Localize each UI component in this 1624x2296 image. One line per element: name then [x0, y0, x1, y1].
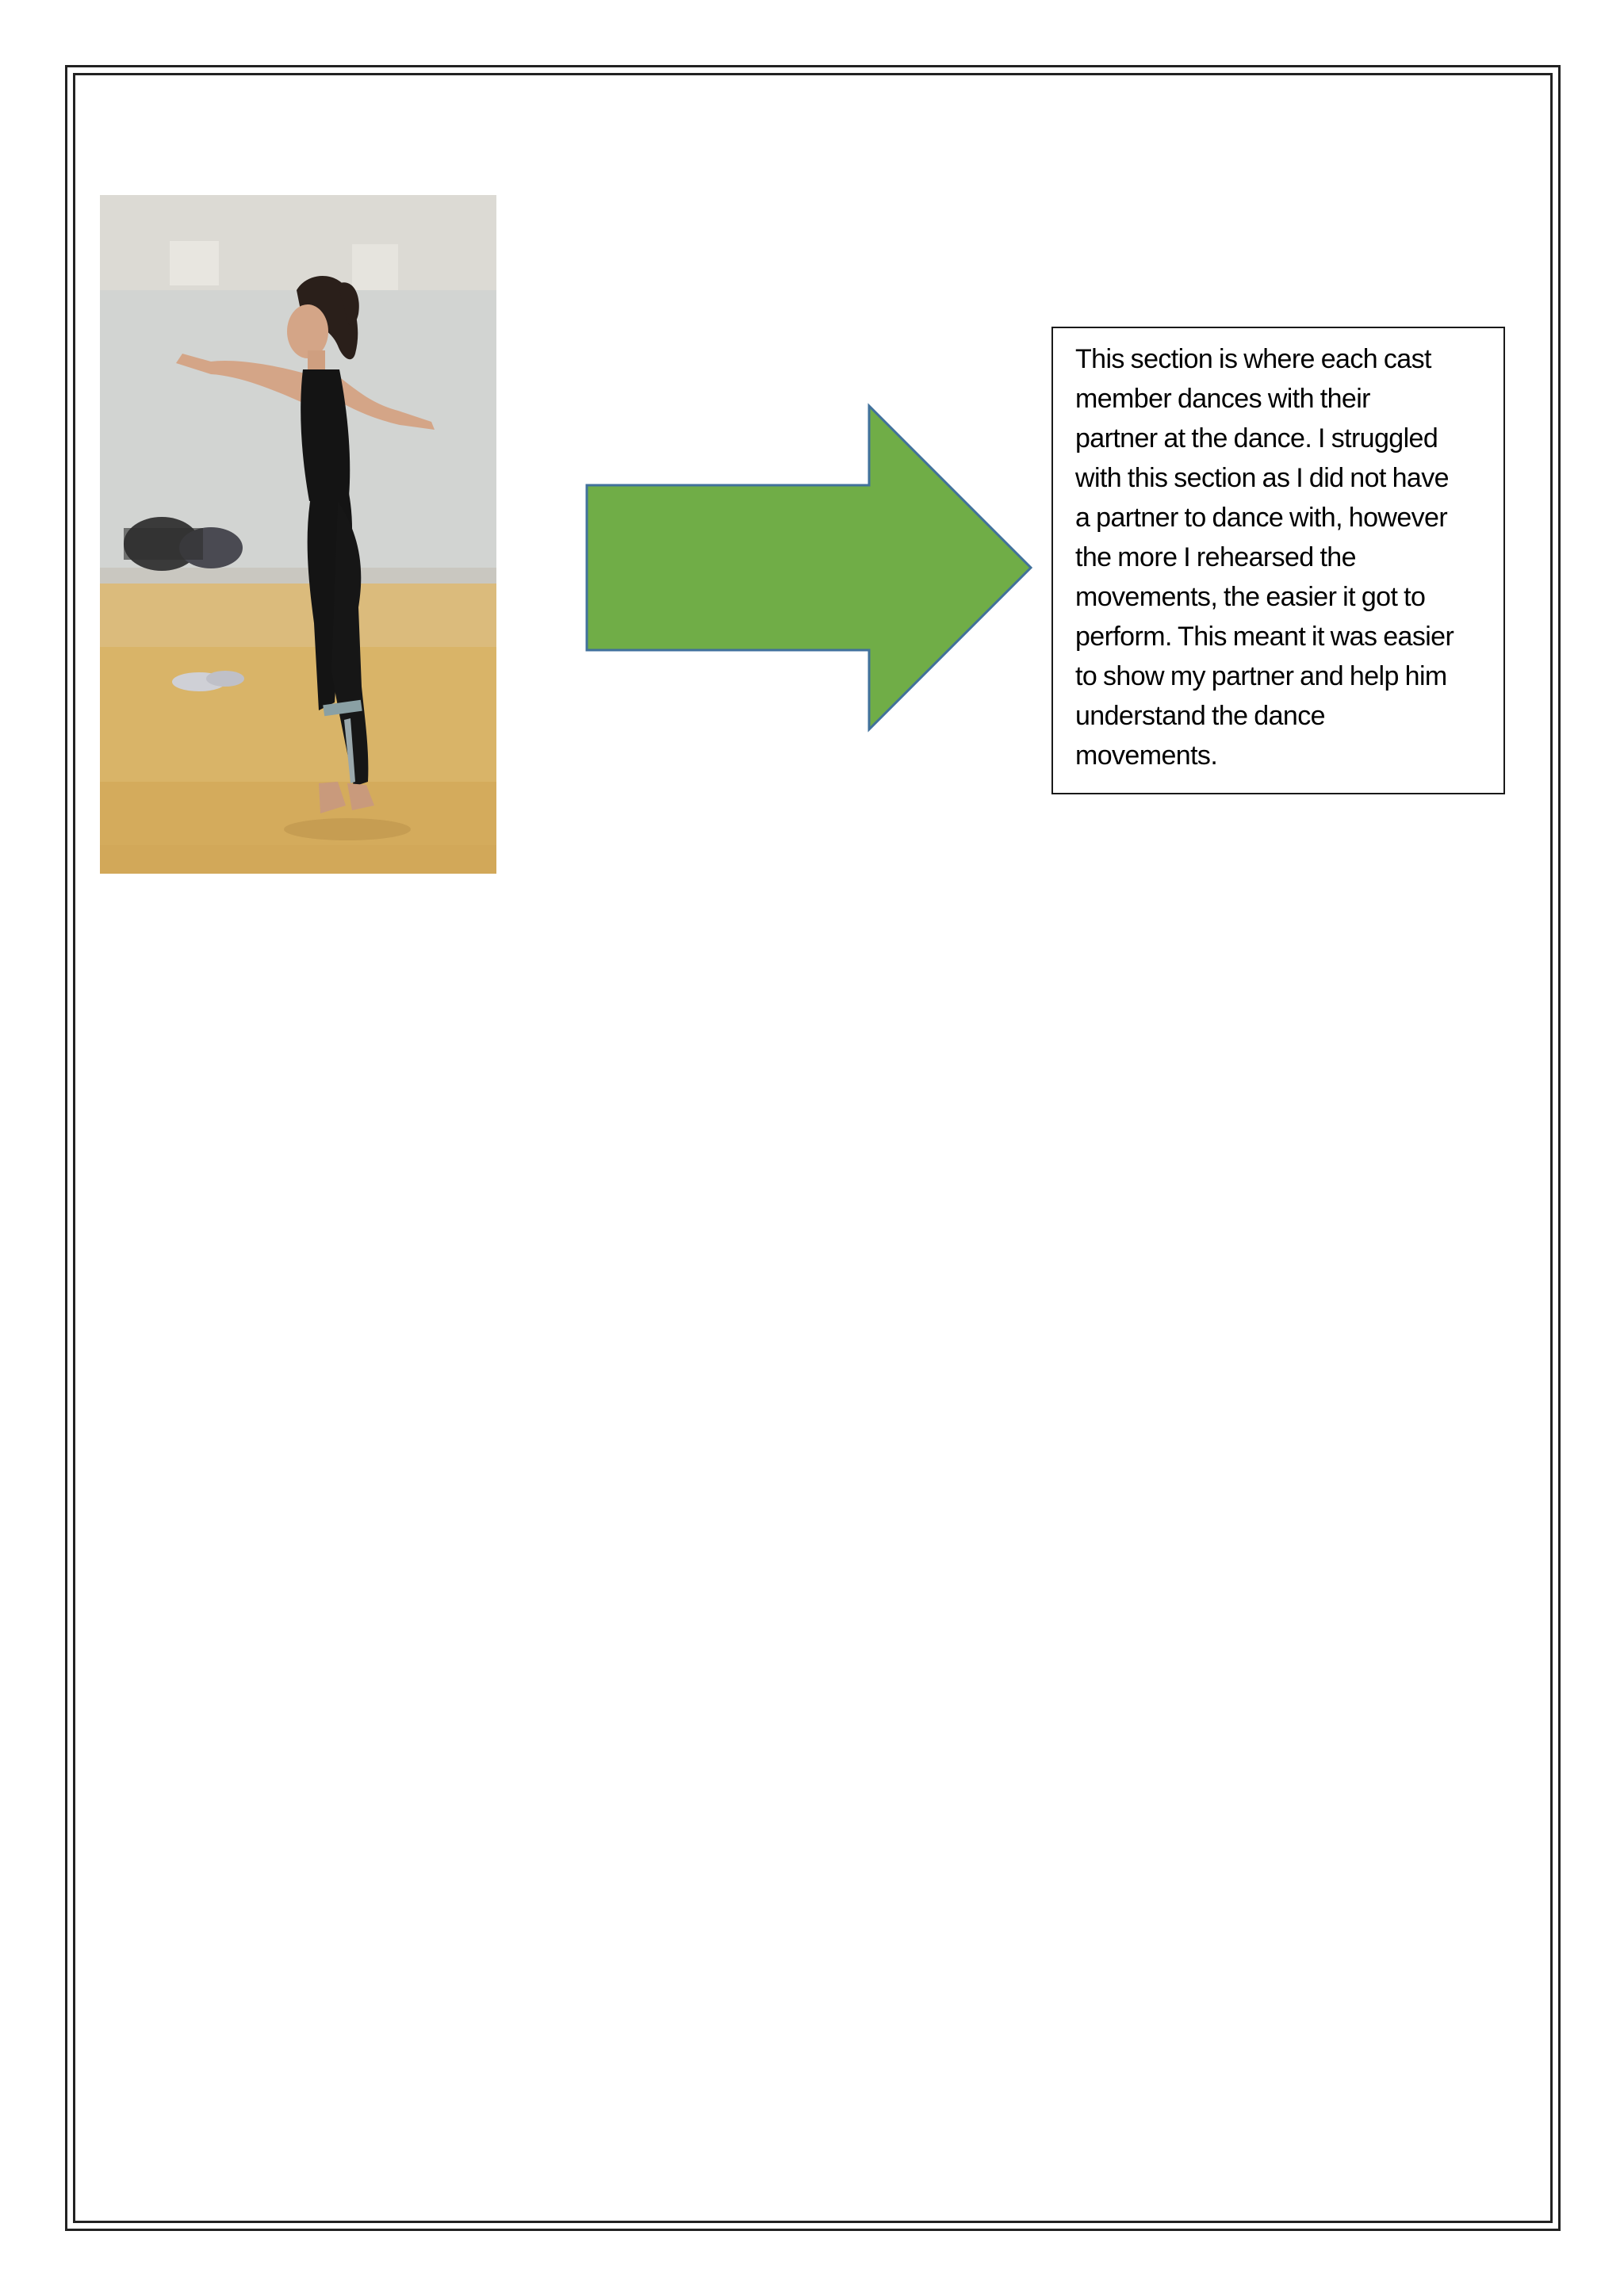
text-line: understand the dance	[1075, 701, 1325, 731]
dancer-photo	[100, 195, 496, 874]
text-line: perform. This meant it was easier	[1075, 622, 1454, 652]
text-line: to show my partner and help him	[1075, 661, 1447, 691]
text-line: member dances with their	[1075, 384, 1370, 414]
right-arrow-shape	[587, 406, 1031, 729]
text-line: movements.	[1075, 740, 1218, 771]
dancer-photo-icon	[100, 195, 496, 874]
description-text-box	[1051, 327, 1505, 794]
text-line: movements, the easier it got to	[1075, 582, 1426, 612]
text-line: with this section as I did not have	[1075, 463, 1449, 493]
text-line: partner at the dance. I struggled	[1075, 423, 1438, 453]
text-line: This section is where each cast	[1075, 344, 1431, 374]
text-line: the more I rehearsed the	[1075, 542, 1356, 572]
text-line: a partner to dance with, however	[1075, 503, 1448, 533]
right-arrow-icon	[584, 403, 1037, 733]
